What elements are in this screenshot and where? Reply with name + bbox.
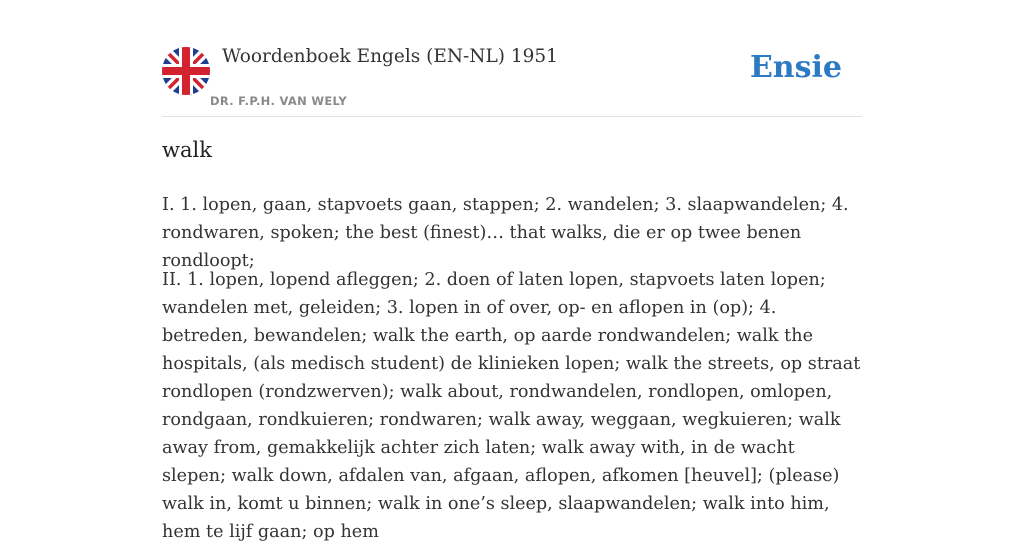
uk-flag-icon (162, 47, 210, 95)
dictionary-author: DR. F.P.H. VAN WELY (210, 94, 347, 108)
dictionary-title[interactable]: Woordenboek Engels (EN-NL) 1951 (222, 46, 558, 67)
definition-paragraph-2: II. 1. lopen, lopend afleggen; 2. doen of laten lopen, stapvoets laten lopen; wandelen met, geleiden; 3. lopen in of over, op- en aflopen in (op); 4. betreden, bewandelen; walk the earth, op aarde rondwandelen; walk the hospitals, (als medisch student) de klinieken lopen; walk the streets, op straat rondlopen (rondzwerven); walk about, rondwandelen, rondlopen, omlopen, rondgaan, rondkuieren; rondwaren; walk away, weggaan, wegkuieren; walk away from, gemakkelijk achter zich laten; walk away with, in de wacht slepen; walk down, afdalen van, afgaan, aflopen, afkomen [heuvel]; (please) walk in, komt u binnen; walk in one’s sleep, slaapwandelen; walk into him, hem te lijf gaan; op hem (162, 270, 861, 542)
entry-headword: walk (162, 138, 212, 162)
dictionary-header (162, 46, 862, 117)
brand-logo-link[interactable]: Ensie (749, 50, 842, 85)
definition-paragraph-1: I. 1. lopen, gaan, stapvoets gaan, stappen; 2. wandelen; 3. slaapwandelen; 4. rondwaren, spoken; the best (finest)… that walks, die er op twee benen rondloopt; (162, 195, 849, 271)
